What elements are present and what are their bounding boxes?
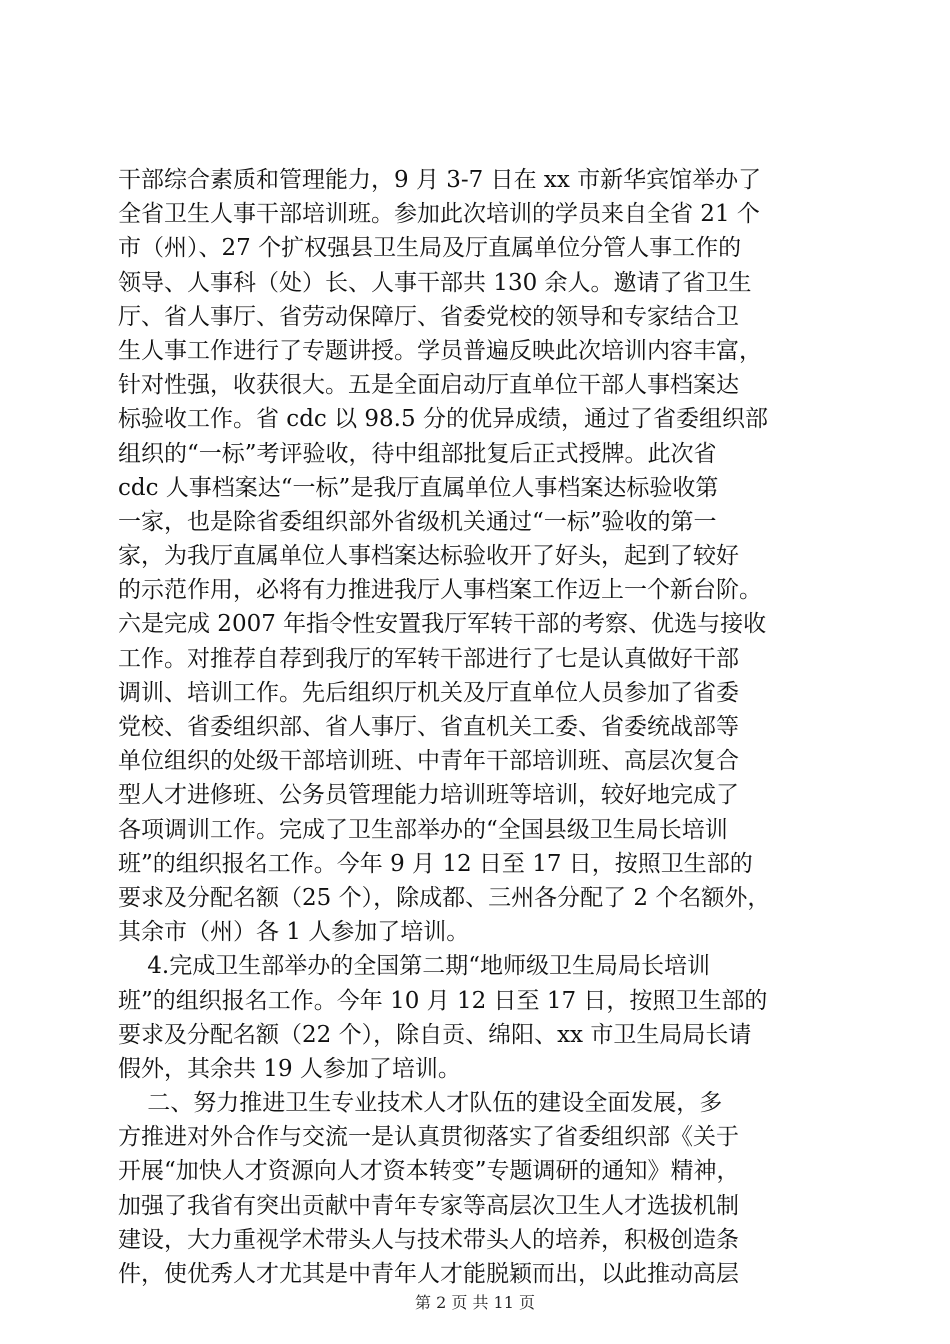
- text-line: 加强了我省有突出贡献中青年专家等高层次卫生人才选拔机制: [118, 1192, 739, 1219]
- text-line: 各项调训工作。完成了卫生部举办的“全国县级卫生局长培训: [118, 816, 728, 843]
- text-line: 党校、省委组织部、省人事厅、省直机关工委、省委统战部等: [118, 714, 739, 740]
- text-line: 开展“加快人才资源向人才资本转变”专题调研的通知》精神，: [118, 1158, 740, 1185]
- text-line: 标验收工作。省 cdc 以 98.5 分的优异成绩，通过了省委组织部: [118, 406, 768, 433]
- text-line: 班”的组织报名工作。今年 9 月 12 日至 17 日，按照卫生部的: [118, 850, 753, 877]
- document-body: [118, 163, 838, 1291]
- text-line: 厅、省人事厅、省劳动保障厅、省委党校的领导和专家结合卫: [118, 303, 739, 330]
- text-line: 领导、人事科（处）长、人事干部共 130 余人。邀请了省卫生: [118, 269, 752, 296]
- text-line: cdc 人事档案达“一标”是我厅直属单位人事档案达标验收第: [118, 474, 719, 501]
- text-line: 型人才进修班、公务员管理能力培训班等培训，较好地完成了: [118, 782, 739, 809]
- text-line: 调训、培训工作。先后组织厅机关及厅直单位人员参加了省委: [118, 679, 739, 706]
- text-line: 生人事工作进行了专题讲授。学员普遍反映此次培训内容丰富，: [118, 337, 762, 364]
- text-line: 4.完成卫生部举办的全国第二期“地师级卫生局局长培训: [118, 953, 710, 980]
- text-line: 一家，也是除省委组织部外省级机关通过“一标”验收的第一: [118, 508, 717, 535]
- text-line: 件，使优秀人才尤其是中青年人才能脱颖而出，以此推动高层: [118, 1261, 739, 1287]
- text-line: 工作。对推荐自荐到我厅的军转干部进行了七是认真做好干部: [118, 645, 739, 672]
- text-line: 干部综合素质和管理能力，9 月 3-7 日在 xx 市新华宾馆举办了: [118, 167, 762, 193]
- text-line: 的示范作用，必将有力推进我厅人事档案工作迈上一个新台阶。: [118, 577, 762, 604]
- text-line: 全省卫生人事干部培训班。参加此次培训的学员来自全省 21 个: [118, 201, 760, 228]
- text-line: 单位组织的处级干部培训班、中青年干部培训班、高层次复合: [118, 748, 739, 775]
- text-line: 针对性强，收获很大。五是全面启动厅直单位干部人事档案达: [118, 372, 739, 399]
- text-line: 方推进对外合作与交流一是认真贯彻落实了省委组织部《关于: [118, 1124, 739, 1151]
- text-line: 班”的组织报名工作。今年 10 月 12 日至 17 日，按照卫生部的: [118, 987, 768, 1014]
- text-line: 六是完成 2007 年指令性安置我厅军转干部的考察、优选与接收: [118, 611, 767, 638]
- text-line: 假外，其余共 19 人参加了培训。: [118, 1055, 461, 1082]
- text-line: 建设，大力重视学术带头人与技术带头人的培养，积极创造条: [118, 1226, 739, 1253]
- text-line: 要求及分配名额（25 个），除成都、三州各分配了 2 个名额外，: [118, 884, 771, 911]
- page-number-footer: 第 2 页 共 11 页: [415, 1293, 535, 1312]
- text-line: 家，为我厅直属单位人事档案达标验收开了好头，起到了较好: [118, 543, 739, 570]
- text-line: 其余市（州）各 1 人参加了培训。: [118, 919, 470, 946]
- text-line: 要求及分配名额（22 个），除自贡、绵阳、xx 市卫生局局长请: [118, 1021, 752, 1048]
- text-line: 二、努力推进卫生专业技术人才队伍的建设全面发展，多: [118, 1090, 723, 1117]
- text-line: 市（州）、27 个扩权强县卫生局及厅直属单位分管人事工作的: [118, 235, 742, 262]
- text-line: 组织的“一标”考评验收，待中组部批复后正式授牌。此次省: [118, 440, 717, 467]
